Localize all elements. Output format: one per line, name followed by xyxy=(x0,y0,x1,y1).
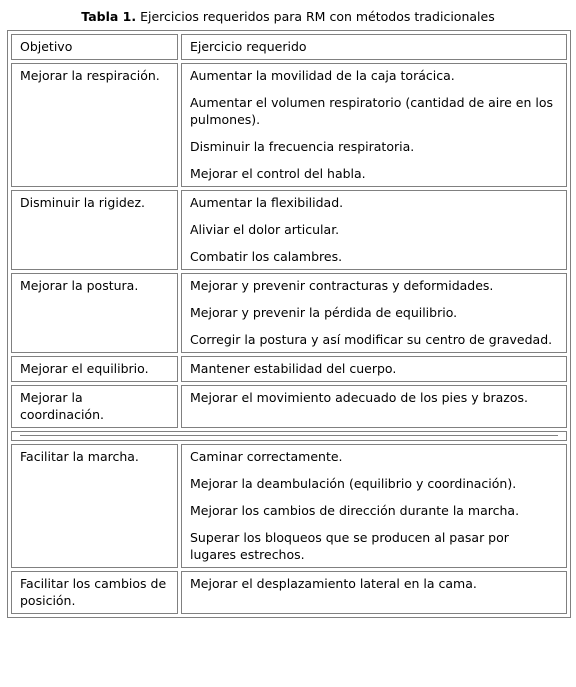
ejercicio-item: Mantener estabilidad del cuerpo. xyxy=(190,361,397,376)
table-row xyxy=(11,571,567,614)
ejercicio-item: Aumentar el volumen respiratorio (cantidad de aire en los pulmones). xyxy=(190,95,554,127)
ejercicio-item: Mejorar y prevenir contracturas y deformidades. xyxy=(190,278,494,293)
objetivo-cell: Mejorar la respiración. xyxy=(11,63,178,187)
exercise-table xyxy=(7,30,571,618)
ejercicio-item: Corregir la postura y así modificar su centro de gravedad. xyxy=(190,332,553,347)
table-row xyxy=(11,356,567,382)
ejercicio-item: Aumentar la flexibilidad. xyxy=(190,195,344,210)
divider-line xyxy=(20,435,558,436)
table-header-row xyxy=(11,34,567,60)
ejercicio-cell xyxy=(181,273,567,353)
ejercicio-item: Superar los bloqueos que se producen al pasar por lugares estrechos. xyxy=(190,530,509,562)
ejercicio-item: Mejorar el control del habla. xyxy=(190,166,366,181)
objetivo-cell: Facilitar los cambios de posición. xyxy=(11,571,178,614)
ejercicio-item: Mejorar los cambios de dirección durante la marcha. xyxy=(190,503,520,518)
header-ejercicio: Ejercicio requerido xyxy=(181,34,567,60)
table-divider xyxy=(11,431,567,441)
ejercicio-item: Mejorar y prevenir la pérdida de equilibrio. xyxy=(190,305,458,320)
ejercicio-cell xyxy=(181,385,567,428)
ejercicio-cell xyxy=(181,63,567,187)
table-row xyxy=(11,444,567,568)
objetivo-cell: Mejorar el equilibrio. xyxy=(11,356,178,382)
ejercicio-item: Caminar correctamente. xyxy=(190,449,343,464)
ejercicio-item: Aumentar la movilidad de la caja torácica. xyxy=(190,68,455,83)
caption-label: Tabla 1. xyxy=(81,9,137,24)
ejercicio-cell xyxy=(181,571,567,614)
ejercicio-item: Mejorar la deambulación (equilibrio y coordinación). xyxy=(190,476,517,491)
objetivo-cell: Facilitar la marcha. xyxy=(11,444,178,568)
ejercicio-item: Mejorar el movimiento adecuado de los pies y brazos. xyxy=(190,390,529,405)
caption-text: Ejercicios requeridos para RM con métodos tradicionales xyxy=(136,9,495,24)
ejercicio-cell xyxy=(181,190,567,270)
ejercicio-cell xyxy=(181,356,567,382)
ejercicio-cell xyxy=(181,444,567,568)
header-objetivo: Objetivo xyxy=(11,34,178,60)
objetivo-cell: Mejorar la coordinación. xyxy=(11,385,178,428)
table-row xyxy=(11,385,567,428)
ejercicio-item: Disminuir la frecuencia respiratoria. xyxy=(190,139,415,154)
objetivo-cell: Mejorar la postura. xyxy=(11,273,178,353)
table-divider-row xyxy=(11,431,567,441)
ejercicio-item: Combatir los calambres. xyxy=(190,249,343,264)
ejercicio-item: Mejorar el desplazamiento lateral en la cama. xyxy=(190,576,477,591)
table-row xyxy=(11,63,567,187)
objetivo-cell: Disminuir la rigidez. xyxy=(11,190,178,270)
ejercicio-item: Aliviar el dolor articular. xyxy=(190,222,340,237)
table-row xyxy=(11,273,567,353)
table-caption xyxy=(0,9,576,25)
table-row xyxy=(11,190,567,270)
